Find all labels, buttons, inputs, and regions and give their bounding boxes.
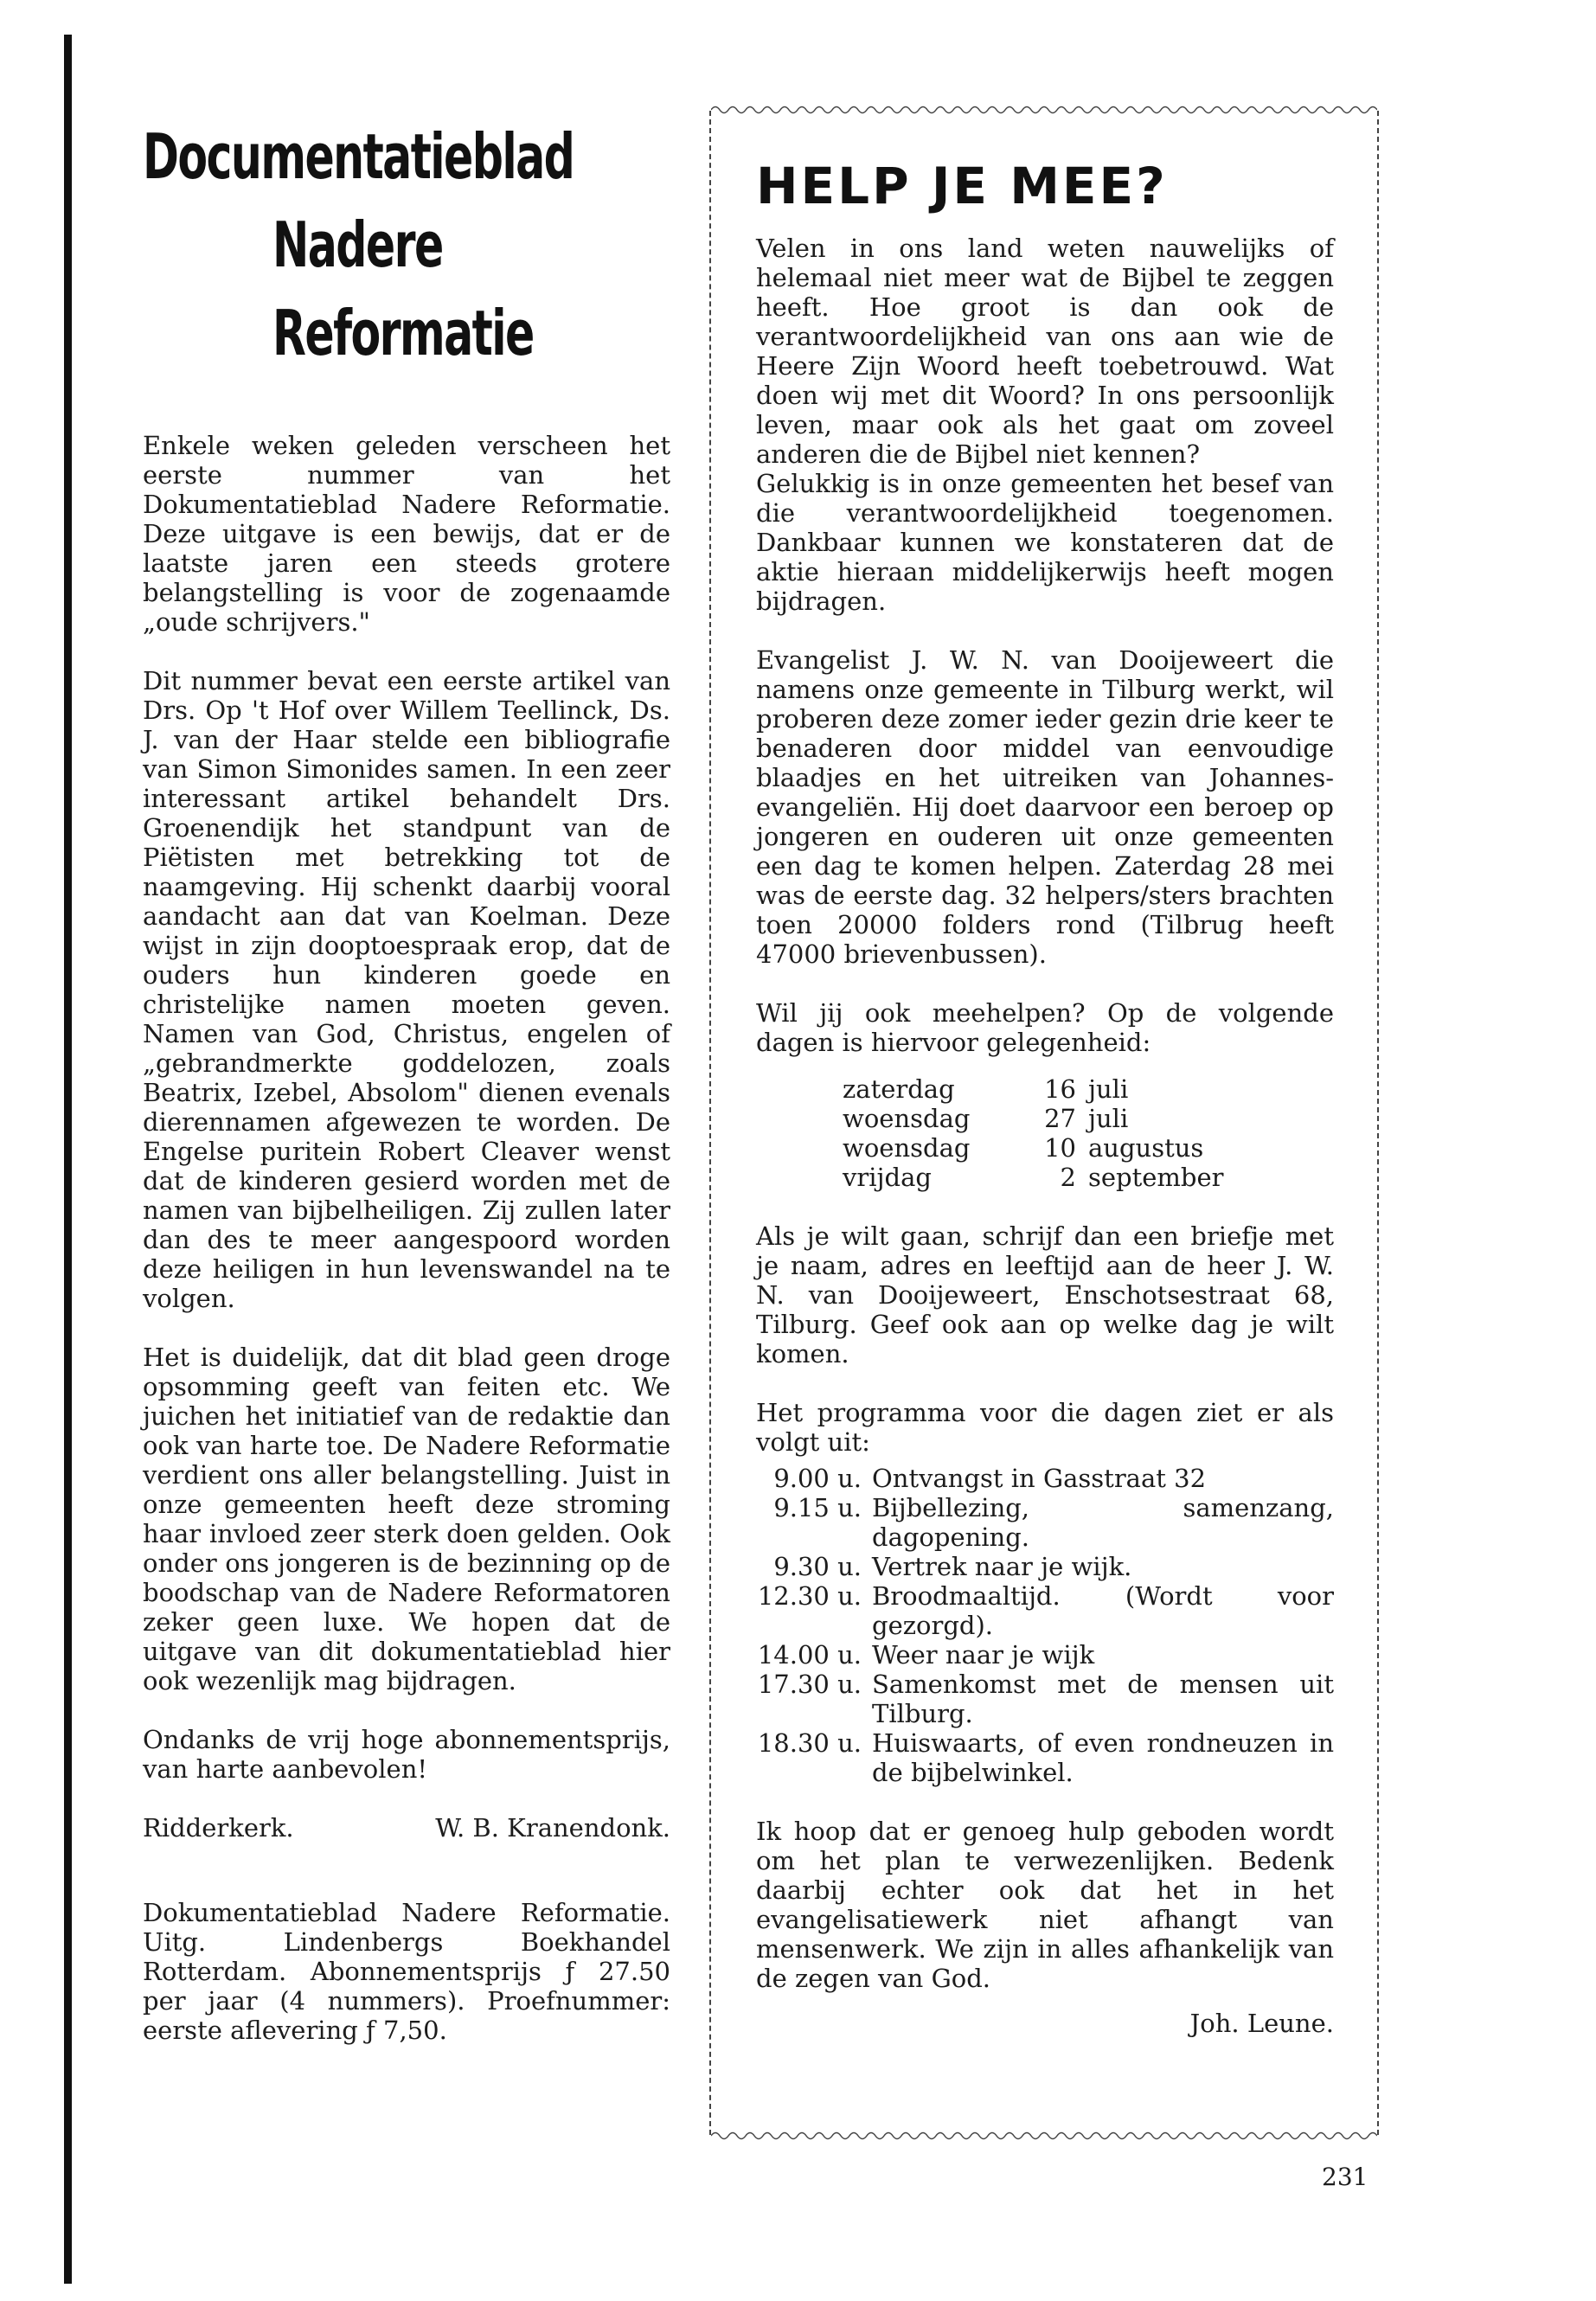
paragraph: Evangelist J. W. N. van Dooijeweert die namens onze gemeente in Tilburg werkt, wil proberen deze zomer ieder gezin drie keer te benaderen door middel van eenvoudige blaadjes en het uitreiken van Johannes-evangeliën. Hij doet daarvoor een beroep op jongeren en ouderen uit onze gemeenten een dag te komen helpen. Zaterdag 28 mei was de eerste dag. 32 helpers/sters brachten toen 20000 folders rond (Tilbrug heeft 47000 brievenbussen). bbox=[756, 645, 1334, 969]
date-month: juli bbox=[1088, 1074, 1129, 1104]
paragraph: Ik hoop dat er genoeg hulp geboden wordt om het plan te verwezenlijken. Bedenk daarbij echter ook dat het in het evangelisatiewerk niet afhangt van mensenwerk. We zijn in alles afhankelijk van de zegen van God. bbox=[756, 1817, 1334, 1993]
right-article bbox=[756, 156, 1334, 2038]
paragraph: Velen in ons land weten nauwelijks of helemaal niet meer wat de Bijbel te zeggen heeft. Hoe groot is dan ook de verantwoordelijkheid van ons aan wie de Heere Zijn Woord heeft toebetrouwd. Wat doen wij met dit Woord? In ons persoonlijk leven, maar ook als het gaat om zoveel anderen die de Bijbel niet kennen? bbox=[756, 234, 1334, 469]
date-num: 16 bbox=[1044, 1074, 1076, 1104]
program-activity: Broodmaaltijd. (Wordt voor gezorgd). bbox=[872, 1581, 1334, 1640]
paragraph: Het programma voor die dagen ziet er als volgt uit: bbox=[756, 1398, 1334, 1457]
date-num: 27 bbox=[1044, 1104, 1076, 1133]
paragraph: Gelukkig is in onze gemeenten het besef van die verantwoordelijkheid toegenomen. Dankbaar kunnen we konstateren dat de aktie hieraan middelijkerwijs heeft mogen bijdragen. bbox=[756, 469, 1334, 616]
margin-rule bbox=[64, 35, 72, 2284]
date-num: 2 bbox=[1060, 1163, 1076, 1192]
signature bbox=[143, 1813, 670, 1843]
wavy-border-bottom bbox=[711, 2130, 1377, 2142]
title-line-1: Documentatieblad bbox=[143, 120, 574, 193]
program-time: 14.00 u. bbox=[757, 1640, 862, 1670]
date-day: woensdag bbox=[843, 1133, 971, 1163]
date-month: juli bbox=[1088, 1104, 1129, 1133]
date-month: augustus bbox=[1088, 1133, 1204, 1163]
footnote: Dokumentatieblad Nadere Reformatie. Uitg. Lindenbergs Boekhandel Rotterdam. Abonnementsprijs ƒ 27.50 per jaar (4 nummers). Proefnummer: eerste aflevering ƒ 7,50. bbox=[143, 1898, 670, 2045]
right-article-box bbox=[709, 111, 1379, 2135]
date-row bbox=[843, 1163, 1334, 1192]
title-line-2: Nadere bbox=[272, 208, 443, 281]
page-number: 231 bbox=[1322, 2163, 1368, 2191]
signature-place: Ridderkerk. bbox=[143, 1813, 294, 1843]
program-time: 17.30 u. bbox=[757, 1670, 862, 1699]
program-row bbox=[756, 1581, 1334, 1640]
program-row bbox=[756, 1493, 1334, 1552]
program-row bbox=[756, 1552, 1334, 1581]
dates-list bbox=[843, 1074, 1334, 1192]
date-row bbox=[843, 1104, 1334, 1133]
program-activity: Bijbellezing, samenzang, dagopening. bbox=[872, 1493, 1334, 1552]
wavy-border-top bbox=[711, 104, 1377, 116]
program-activity: Samenkomst met de mensen uit Tilburg. bbox=[872, 1670, 1334, 1728]
program-row bbox=[756, 1640, 1334, 1670]
date-month: september bbox=[1088, 1163, 1224, 1192]
program-row bbox=[756, 1728, 1334, 1787]
article-title bbox=[143, 112, 670, 377]
program-row bbox=[756, 1670, 1334, 1728]
paragraph: Dit nummer bevat een eerste artikel van Drs. Op 't Hof over Willem Teellinck, Ds. J. van der Haar stelde een bibliografie van Simon Simonides samen. In een zeer interessant artikel behandelt Drs. Groenendijk het standpunt van de Piëtisten met betrekking tot de naamgeving. Hij schenkt daarbij vooral aandacht aan dat van Koelman. Deze wijst in zijn dooptoespraak erop, dat de ouders hun kinderen goede en christelijke namen moeten geven. Namen van God, Christus, engelen of „gebrandmerkte goddelozen, zoals Beatrix, Izebel, Absolom" dienen evenals dierennamen afgewezen te worden. De Engelse puritein Robert Cleaver wenst dat de kinderen gesierd worden met de namen van bijbelheiligen. Zij zullen later dan des te meer aangespoord worden deze heiligen in hun levenswandel na te volgen. bbox=[143, 666, 670, 1313]
paragraph: Enkele weken geleden verscheen het eerste nummer van het Dokumentatieblad Nadere Reformatie. Deze uitgave is een bewijs, dat er de laatste jaren een steeds grotere belangstelling is voor de zogenaamde „oude schrijvers." bbox=[143, 431, 670, 637]
date-day: vrijdag bbox=[843, 1163, 932, 1192]
program-activity: Vertrek naar je wijk. bbox=[872, 1552, 1132, 1581]
program-time: 12.30 u. bbox=[757, 1581, 862, 1611]
title-line-3: Reformatie bbox=[272, 297, 534, 369]
program-list bbox=[756, 1464, 1334, 1787]
paragraph: Als je wilt gaan, schrijf dan een briefje met je naam, adres en leeftijd aan de heer J. W. N. van Dooijeweert, Enschotsestraat 68, Tilburg. Geef ook aan op welke dag je wilt komen. bbox=[756, 1221, 1334, 1368]
date-day: woensdag bbox=[843, 1104, 971, 1133]
program-activity: Weer naar je wijk bbox=[872, 1640, 1095, 1670]
program-time: 9.00 u. bbox=[773, 1464, 862, 1493]
paragraph: Ondanks de vrij hoge abonnementsprijs, van harte aanbevolen! bbox=[143, 1725, 670, 1784]
signature-name: W. B. Kranendonk. bbox=[435, 1813, 670, 1843]
program-time: 18.30 u. bbox=[757, 1728, 862, 1758]
date-row bbox=[843, 1133, 1334, 1163]
date-day: zaterdag bbox=[843, 1074, 955, 1104]
program-activity: Ontvangst in Gasstraat 32 bbox=[872, 1464, 1207, 1493]
help-title: HELP JE MEE? bbox=[756, 157, 1168, 215]
program-time: 9.15 u. bbox=[773, 1493, 862, 1522]
left-article bbox=[143, 112, 670, 2074]
paragraph: Het is duidelijk, dat dit blad geen droge opsomming geeft van feiten etc. We juichen het initiatief van de redaktie dan ook van harte toe. De Nadere Reformatie verdient ons aller belangstelling. Juist in onze gemeenten heeft deze stroming haar invloed zeer sterk doen gelden. Ook onder ons jongeren is de bezinning op de boodschap van de Nadere Reformatoren zeker geen luxe. We hopen dat de uitgave van dit dokumentatieblad hier ook wezenlijk mag bijdragen. bbox=[143, 1343, 670, 1695]
program-row bbox=[756, 1464, 1334, 1493]
program-activity: Huiswaarts, of even rondneuzen in de bijbelwinkel. bbox=[872, 1728, 1334, 1787]
date-row bbox=[843, 1074, 1334, 1104]
paragraph: Wil jij ook meehelpen? Op de volgende dagen is hiervoor gelegenheid: bbox=[756, 998, 1334, 1057]
program-time: 9.30 u. bbox=[773, 1552, 862, 1581]
author: Joh. Leune. bbox=[1189, 2009, 1334, 2038]
date-num: 10 bbox=[1044, 1133, 1076, 1163]
